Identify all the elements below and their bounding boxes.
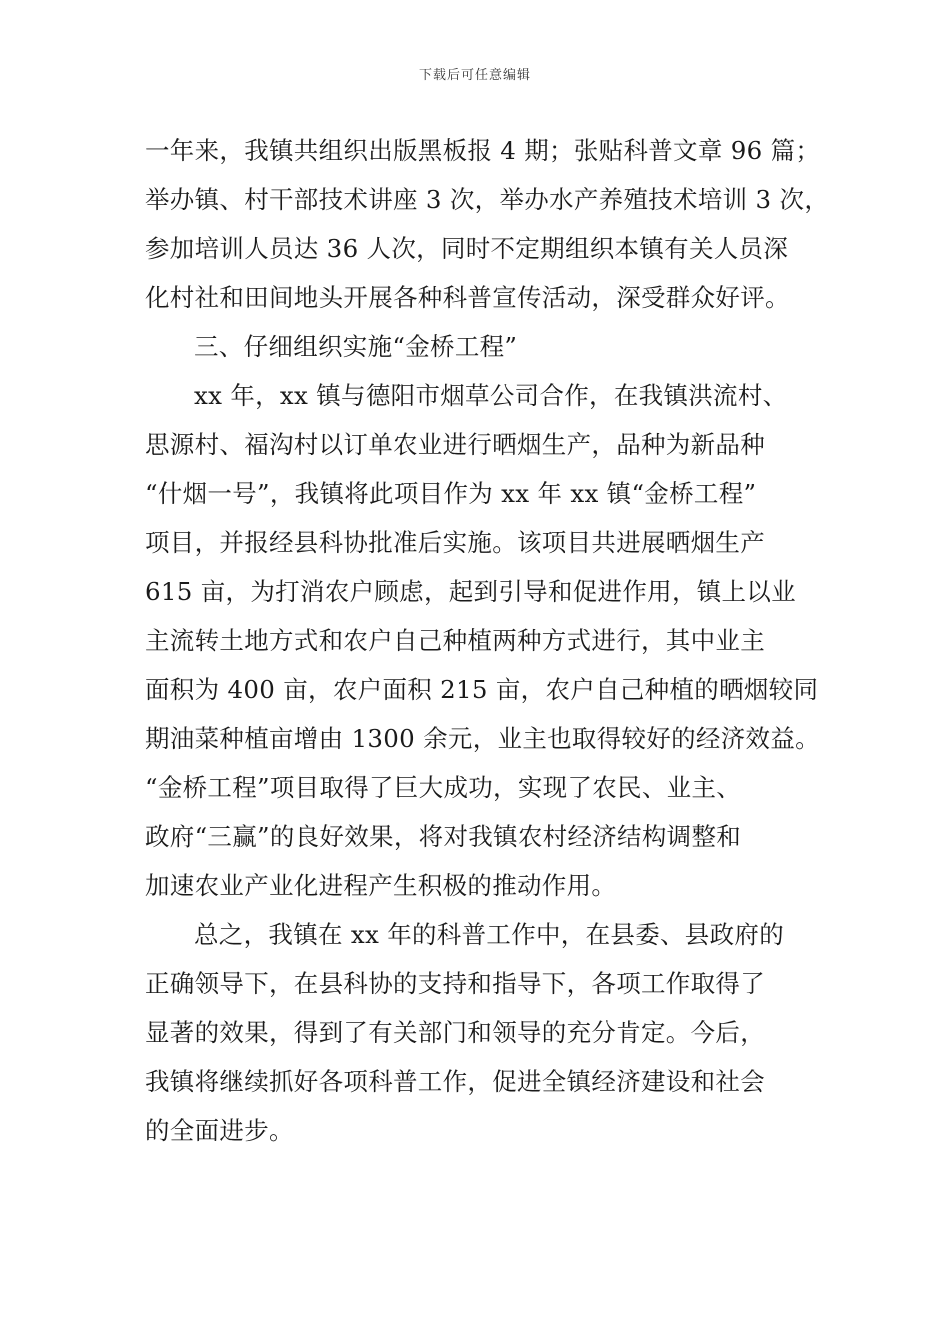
text-line: 一年来，我镇共组织出版黑板报 4 期；张贴科普文章 96 篇；	[145, 136, 821, 165]
text-line: 举办镇、村干部技术讲座 3 次，举办水产养殖技术培训 3 次，	[145, 185, 830, 214]
text-line: 615 亩，为打消农户顾虑，起到引导和促进作用，镇上以业	[145, 577, 796, 606]
document-body	[145, 126, 830, 1155]
text-line: “什烟一号”，我镇将此项目作为 xx 年 xx 镇“金桥工程”	[145, 479, 757, 508]
text-line: 主流转土地方式和农户自己种植两种方式进行，其中业主	[145, 626, 765, 655]
text-line: 加速农业产业化进程产生积极的推动作用。	[145, 871, 617, 900]
text-line: xx 年，xx 镇与德阳市烟草公司合作，在我镇洪流村、	[194, 381, 788, 410]
text-line: 总之，我镇在 xx 年的科普工作中，在县委、县政府的	[194, 920, 785, 949]
text-line: 化村社和田间地头开展各种科普宣传活动，深受群众好评。	[145, 283, 790, 312]
section-heading	[145, 322, 815, 371]
heading-line: 三、仔细组织实施“金桥工程”	[194, 332, 518, 361]
text-line: 期油菜种植亩增由 1300 余元，业主也取得较好的经济效益。	[145, 724, 820, 753]
text-line: 面积为 400 亩，农户面积 215 亩，农户自己种植的晒烟较同	[145, 675, 819, 704]
text-line: 我镇将继续抓好各项科普工作，促进全镇经济建设和社会	[145, 1067, 765, 1096]
text-line: 思源村、福沟村以订单农业进行晒烟生产，品种为新品种	[145, 430, 765, 459]
text-line: 参加培训人员达 36 人次，同时不定期组织本镇有关人员深	[145, 234, 789, 263]
paragraph-conclusion	[145, 910, 815, 1155]
page-header: 下载后可任意编辑	[418, 68, 531, 83]
text-line: 显著的效果，得到了有关部门和领导的充分肯定。今后，	[145, 1018, 765, 1047]
text-line: 政府“三赢”的良好效果，将对我镇农村经济结构调整和	[145, 822, 742, 851]
text-line: “金桥工程”项目取得了巨大成功，实现了农民、业主、	[145, 773, 742, 802]
paragraph-summary	[145, 126, 830, 322]
paragraph-golden-bridge	[145, 371, 820, 910]
text-line: 正确领导下，在县科协的支持和指导下，各项工作取得了	[145, 969, 765, 998]
text-line: 项目，并报经县科协批准后实施。该项目共进展晒烟生产	[145, 528, 765, 557]
text-line: 的全面进步。	[145, 1116, 294, 1145]
